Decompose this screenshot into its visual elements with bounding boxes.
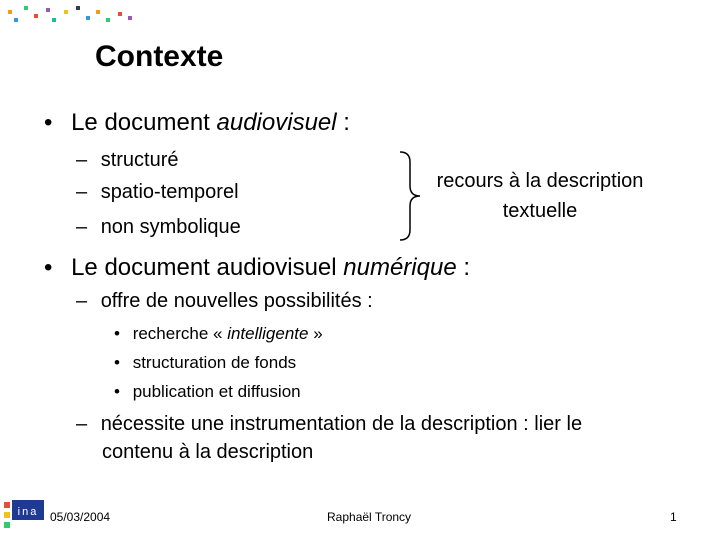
bullet-2-italic: numérique xyxy=(343,254,457,281)
item-after: » xyxy=(308,324,323,343)
logo-text: ina xyxy=(17,506,39,518)
brace-note: recours à la description textuelle xyxy=(436,170,644,222)
dash-marker: – xyxy=(76,413,88,435)
decorative-dots xyxy=(0,0,140,30)
subitem-non-symbolique xyxy=(76,216,241,239)
item-text: recherche « xyxy=(132,324,228,343)
dash-marker: – xyxy=(76,216,88,238)
dash-marker: – xyxy=(76,149,88,171)
footer-author: Raphaël Troncy xyxy=(327,510,412,524)
small-bullet-marker: • xyxy=(114,324,120,343)
subitem-structure xyxy=(76,149,179,172)
small-bullet-marker: • xyxy=(114,353,120,372)
subitem-text: non symbolique xyxy=(100,216,241,238)
footer-date: 05/03/2004 xyxy=(50,510,111,524)
item-italic: intelligente xyxy=(227,324,309,343)
item-structuration xyxy=(114,353,296,373)
subitem-necessite-line2: contenu à la description xyxy=(102,441,314,463)
item-text: publication et diffusion xyxy=(132,382,301,401)
slide-title: Contexte xyxy=(95,40,224,73)
subitem-text-line1: nécessite une instrumentation de la description : lier le xyxy=(100,413,583,435)
dash-marker: – xyxy=(76,290,88,312)
bullet-marker: • xyxy=(44,254,53,281)
ina-logo xyxy=(4,494,44,530)
bullet-2 xyxy=(44,254,470,282)
bullet-1-after: : xyxy=(336,109,350,136)
item-recherche xyxy=(114,324,323,344)
small-bullet-marker: • xyxy=(114,382,120,401)
bullet-1 xyxy=(44,109,350,137)
subitem-necessite xyxy=(76,413,582,436)
subitem-text: structuré xyxy=(100,149,179,171)
subitem-text: spatio-temporel xyxy=(100,181,239,203)
bullet-marker: • xyxy=(44,109,53,136)
item-text: structuration de fonds xyxy=(132,353,297,372)
bullet-2-text: Le document audiovisuel xyxy=(71,254,344,281)
bullet-1-text: Le document xyxy=(71,109,217,136)
subitem-text: offre de nouvelles possibilités : xyxy=(100,290,373,312)
bullet-1-italic: audiovisuel xyxy=(216,109,337,136)
item-publication xyxy=(114,382,301,402)
bullet-2-after: : xyxy=(456,254,471,281)
footer-page-number: 1 xyxy=(670,510,677,524)
subitem-spatio-temporel xyxy=(76,181,239,204)
dash-marker: – xyxy=(76,181,88,203)
subitem-offre xyxy=(76,290,373,313)
